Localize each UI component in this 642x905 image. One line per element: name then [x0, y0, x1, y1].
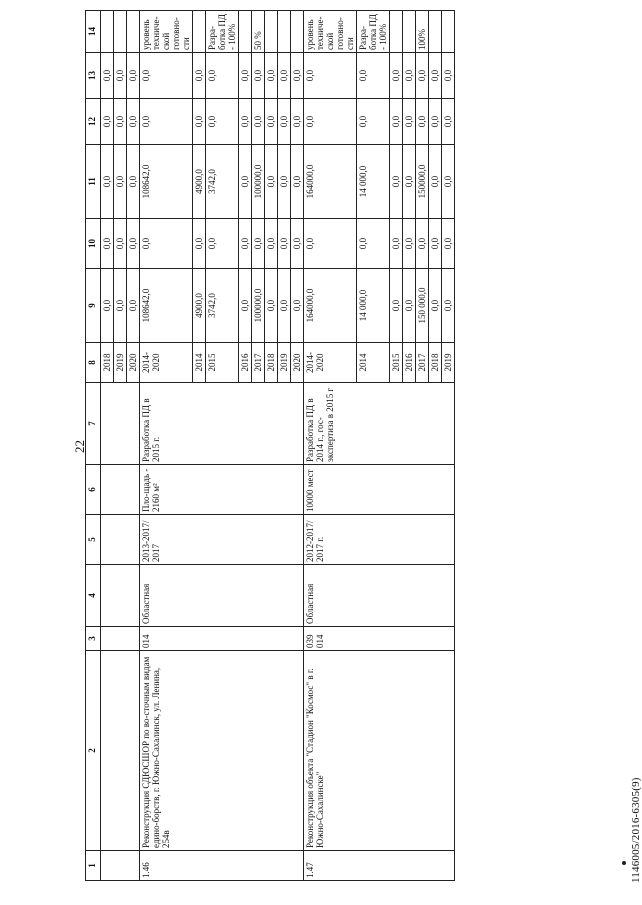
cell-target [403, 11, 416, 53]
cell-federal: 0,0 [390, 219, 403, 269]
cell-regional: 0,0 [127, 145, 140, 219]
cell-municipal: 0,0 [114, 99, 127, 145]
cell-target: уровень техниче-ской готовно-сти [140, 11, 193, 53]
cell-year: 2014-2020 [304, 343, 357, 383]
cell-other: 0,0 [193, 53, 206, 99]
cell-total: 0,0 [265, 269, 278, 343]
cell-total: 0,0 [291, 269, 304, 343]
column-number: 10 [86, 219, 101, 269]
cell-regional: 0,0 [114, 145, 127, 219]
cell-other: 0,0 [429, 53, 442, 99]
cell-other: 0,0 [291, 53, 304, 99]
cell-other: 0,0 [140, 53, 193, 99]
cell-target [442, 11, 455, 53]
cell-municipal: 0,0 [127, 99, 140, 145]
cell-federal: 0,0 [101, 219, 114, 269]
financing-table [85, 10, 455, 881]
cell-regional: 0,0 [403, 145, 416, 219]
cell-other: 0,0 [114, 53, 127, 99]
object-name: Реконструкция объекта "Стадион "Космос" в г. Южно-Сахалинске" [304, 651, 455, 851]
cell-total: 100000,0 [252, 269, 265, 343]
cell-regional: 4900,0 [193, 145, 206, 219]
cell-other: 0,0 [101, 53, 114, 99]
cell-municipal: 0,0 [140, 99, 193, 145]
column-number: 7 [86, 383, 101, 465]
cell-regional: 150000,0 [416, 145, 429, 219]
object-name: Реконструкция СДЮСШОР по во-сточным видам едино-борств, г. Южно-Сахалинск, ул. Ленина, 254в [140, 651, 304, 851]
column-number: 8 [86, 343, 101, 383]
cell-total: 14 000,0 [357, 269, 390, 343]
construction-period: 2012-2017/ 2017 г. [304, 515, 455, 565]
cell-year: 2019 [442, 343, 455, 383]
cell-target [193, 11, 206, 53]
cell-regional: 0,0 [429, 145, 442, 219]
cell-regional: 14 000,0 [357, 145, 390, 219]
construction-period: 2013-2017/ 2017 [140, 515, 304, 565]
empty-cell [101, 565, 140, 627]
cell-municipal: 0,0 [193, 99, 206, 145]
cell-total: 0,0 [114, 269, 127, 343]
cell-total: 3742,0 [206, 269, 239, 343]
cell-year: 2018 [101, 343, 114, 383]
cell-federal: 0,0 [252, 219, 265, 269]
cell-municipal: 0,0 [291, 99, 304, 145]
cell-target [291, 11, 304, 53]
cell-target [127, 11, 140, 53]
cell-target [390, 11, 403, 53]
object-code: 039 014 [304, 627, 455, 651]
cell-year: 2018 [429, 343, 442, 383]
cell-total: 0,0 [239, 269, 252, 343]
object-code: 014 [140, 627, 304, 651]
cell-regional: 3742,0 [206, 145, 239, 219]
cell-municipal: 0,0 [390, 99, 403, 145]
cell-other: 0,0 [357, 53, 390, 99]
cell-target: Разра-ботка ПД - 100% [357, 11, 390, 53]
cell-year: 2015 [206, 343, 239, 383]
cell-year: 2019 [278, 343, 291, 383]
empty-cell [101, 851, 140, 881]
cell-federal: 0,0 [442, 219, 455, 269]
cell-year: 2019 [114, 343, 127, 383]
cell-regional: 0,0 [390, 145, 403, 219]
cell-regional: 0,0 [291, 145, 304, 219]
cell-other: 0,0 [206, 53, 239, 99]
cell-other: 0,0 [442, 53, 455, 99]
item-number: 1.46 [140, 851, 304, 881]
cell-total: 0,0 [429, 269, 442, 343]
cell-target: Разра-ботка ПД - 100% [206, 11, 239, 53]
cell-total: 4900,0 [193, 269, 206, 343]
cell-federal: 0,0 [140, 219, 193, 269]
object-note: Разработка ПД в 2015 г. [140, 383, 304, 465]
cell-municipal: 0,0 [304, 99, 357, 145]
cell-target [278, 11, 291, 53]
cell-regional: 164000,0 [304, 145, 357, 219]
cell-regional: 0,0 [101, 145, 114, 219]
cell-federal: 0,0 [239, 219, 252, 269]
cell-municipal: 0,0 [429, 99, 442, 145]
cell-other: 0,0 [265, 53, 278, 99]
cell-target [114, 11, 127, 53]
cell-municipal: 0,0 [101, 99, 114, 145]
column-number: 12 [86, 99, 101, 145]
cell-year: 2016 [403, 343, 416, 383]
cell-year: 2014 [193, 343, 206, 383]
cell-municipal: 0,0 [357, 99, 390, 145]
cell-target [429, 11, 442, 53]
column-number: 13 [86, 53, 101, 99]
cell-other: 0,0 [127, 53, 140, 99]
cell-total: 0,0 [101, 269, 114, 343]
cell-municipal: 0,0 [265, 99, 278, 145]
cell-total: 0,0 [442, 269, 455, 343]
cell-year: 2017 [252, 343, 265, 383]
cell-federal: 0,0 [265, 219, 278, 269]
cell-federal: 0,0 [193, 219, 206, 269]
column-number: 9 [86, 269, 101, 343]
cell-federal: 0,0 [114, 219, 127, 269]
cell-federal: 0,0 [278, 219, 291, 269]
cell-year: 2017 [416, 343, 429, 383]
cell-municipal: 0,0 [252, 99, 265, 145]
cell-target: 100% [416, 11, 429, 53]
column-number: 6 [86, 465, 101, 515]
cell-municipal: 0,0 [403, 99, 416, 145]
cell-target [101, 11, 114, 53]
cell-municipal: 0,0 [278, 99, 291, 145]
column-number: 1 [86, 851, 101, 881]
cell-federal: 0,0 [206, 219, 239, 269]
empty-cell [101, 627, 140, 651]
cell-federal: 0,0 [304, 219, 357, 269]
cell-regional: 0,0 [278, 145, 291, 219]
column-number: 14 [86, 11, 101, 53]
cell-other: 0,0 [278, 53, 291, 99]
speck-mark [622, 861, 626, 865]
empty-cell [101, 383, 140, 465]
column-number: 4 [86, 565, 101, 627]
cell-regional: 0,0 [442, 145, 455, 219]
cell-target: 50 % [252, 11, 265, 53]
empty-cell [101, 465, 140, 515]
cell-year: 2014 [357, 343, 390, 383]
object-capacity: 10000 мест [304, 465, 455, 515]
cell-federal: 0,0 [127, 219, 140, 269]
cell-other: 0,0 [239, 53, 252, 99]
table-row [304, 11, 357, 881]
column-number-row [86, 11, 101, 881]
cell-total: 164000,0 [304, 269, 357, 343]
cell-other: 0,0 [252, 53, 265, 99]
cell-federal: 0,0 [291, 219, 304, 269]
empty-cell [101, 515, 140, 565]
cell-regional: 108642,0 [140, 145, 193, 219]
cell-regional: 0,0 [265, 145, 278, 219]
object-level: Областная [304, 565, 455, 627]
cell-other: 0,0 [304, 53, 357, 99]
empty-cell [101, 651, 140, 851]
cell-federal: 0,0 [429, 219, 442, 269]
cell-year: 2016 [239, 343, 252, 383]
column-number: 2 [86, 651, 101, 851]
cell-year: 2018 [265, 343, 278, 383]
cell-target [239, 11, 252, 53]
cell-municipal: 0,0 [416, 99, 429, 145]
cell-year: 2014-2020 [140, 343, 193, 383]
cell-total: 0,0 [127, 269, 140, 343]
cell-year: 2015 [390, 343, 403, 383]
object-note: Разработка ПД в 2014 г., гос-экспертиза в 2015 г [304, 383, 455, 465]
cell-other: 0,0 [416, 53, 429, 99]
cell-target [265, 11, 278, 53]
table-row [140, 11, 193, 881]
cell-total: 0,0 [278, 269, 291, 343]
table-row [101, 11, 114, 881]
cell-municipal: 0,0 [442, 99, 455, 145]
object-capacity: Пло-щадь - 2160 м² [140, 465, 304, 515]
cell-municipal: 0,0 [206, 99, 239, 145]
cell-year: 2020 [127, 343, 140, 383]
cell-target: уровень техниче-ской готовно-сти [304, 11, 357, 53]
cell-total: 0,0 [390, 269, 403, 343]
cell-total: 0,0 [403, 269, 416, 343]
object-level: Областная [140, 565, 304, 627]
column-number: 3 [86, 627, 101, 651]
column-number: 5 [86, 515, 101, 565]
cell-total: 150 000,0 [416, 269, 429, 343]
cell-federal: 0,0 [403, 219, 416, 269]
cell-regional: 0,0 [239, 145, 252, 219]
cell-year: 2020 [291, 343, 304, 383]
item-number: 1.47 [304, 851, 455, 881]
cell-municipal: 0,0 [239, 99, 252, 145]
cell-other: 0,0 [390, 53, 403, 99]
document-code: 1146005/2016-6305(9) [630, 777, 642, 883]
cell-federal: 0,0 [416, 219, 429, 269]
cell-federal: 0,0 [357, 219, 390, 269]
cell-regional: 100000,0 [252, 145, 265, 219]
cell-other: 0,0 [403, 53, 416, 99]
column-number: 11 [86, 145, 101, 219]
page-number: 22 [72, 440, 87, 453]
cell-total: 108642,0 [140, 269, 193, 343]
